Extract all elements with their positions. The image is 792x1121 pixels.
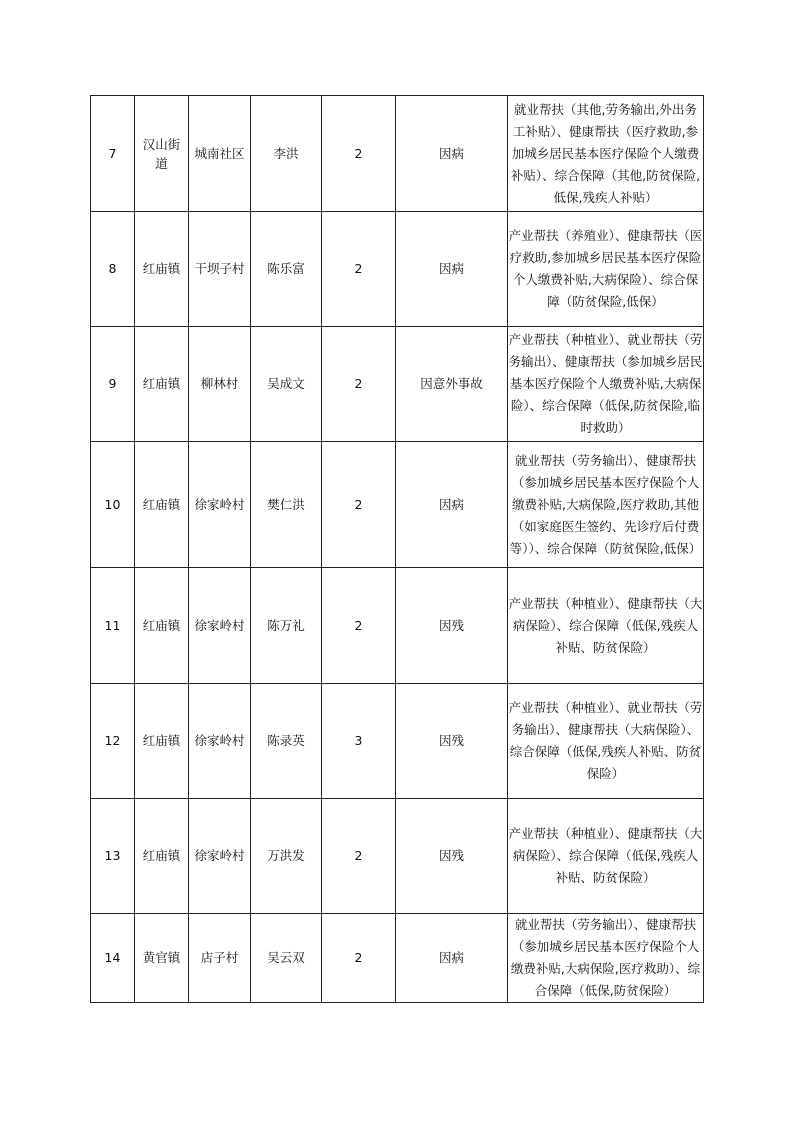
assistance-measures: 产业帮扶（种植业）、健康帮扶（大病保险）、综合保障（低保,残疾人补贴、防贫保险） xyxy=(508,799,704,914)
assistance-measures: 产业帮扶（种植业）、就业帮扶（劳务输出）、健康帮扶（大病保险）、综合保障（低保,残疾人补贴、防贫保险） xyxy=(508,684,704,799)
assistance-table xyxy=(90,95,704,1003)
village: 城南社区 xyxy=(189,96,251,212)
assistance-measures: 产业帮扶（养殖业）、健康帮扶（医疗救助,参加城乡居民基本医疗保险个人缴费补贴,大病保险）、综合保障（防贫保险,低保） xyxy=(508,212,704,327)
table-row xyxy=(91,799,704,914)
row-number: 7 xyxy=(91,96,135,212)
household-size: 2 xyxy=(322,568,396,684)
household-head: 李洪 xyxy=(251,96,322,212)
township: 红庙镇 xyxy=(135,212,189,327)
poverty-cause: 因病 xyxy=(396,212,508,327)
poverty-cause: 因病 xyxy=(396,442,508,568)
poverty-cause: 因残 xyxy=(396,799,508,914)
household-size: 2 xyxy=(322,799,396,914)
household-size: 2 xyxy=(322,442,396,568)
table-row xyxy=(91,327,704,442)
household-head: 樊仁洪 xyxy=(251,442,322,568)
row-number: 10 xyxy=(91,442,135,568)
village: 徐家岭村 xyxy=(189,799,251,914)
assistance-measures: 就业帮扶（劳务输出）、健康帮扶（参加城乡居民基本医疗保险个人缴费补贴,大病保险,医疗救助）、综合保障（低保,防贫保险） xyxy=(508,914,704,1003)
township: 汉山街道 xyxy=(135,96,189,212)
village: 店子村 xyxy=(189,914,251,1003)
township: 红庙镇 xyxy=(135,684,189,799)
poverty-cause: 因意外事故 xyxy=(396,327,508,442)
household-size: 2 xyxy=(322,327,396,442)
poverty-cause: 因残 xyxy=(396,684,508,799)
table-row xyxy=(91,96,704,212)
table-row xyxy=(91,212,704,327)
assistance-measures: 产业帮扶（种植业）、健康帮扶（大病保险）、综合保障（低保,残疾人补贴、防贫保险） xyxy=(508,568,704,684)
township: 红庙镇 xyxy=(135,568,189,684)
table-row xyxy=(91,914,704,1003)
row-number: 13 xyxy=(91,799,135,914)
row-number: 9 xyxy=(91,327,135,442)
row-number: 8 xyxy=(91,212,135,327)
poverty-cause: 因病 xyxy=(396,914,508,1003)
household-head: 陈乐富 xyxy=(251,212,322,327)
assistance-measures: 就业帮扶（其他,劳务输出,外出务工补贴）、健康帮扶（医疗救助,参加城乡居民基本医疗保险个人缴费补贴）、综合保障（其他,防贫保险,低保,残疾人补贴） xyxy=(508,96,704,212)
village: 柳林村 xyxy=(189,327,251,442)
poverty-cause: 因残 xyxy=(396,568,508,684)
household-size: 2 xyxy=(322,914,396,1003)
household-head: 陈录英 xyxy=(251,684,322,799)
table-row xyxy=(91,568,704,684)
household-head: 吴云双 xyxy=(251,914,322,1003)
township: 红庙镇 xyxy=(135,799,189,914)
township: 红庙镇 xyxy=(135,442,189,568)
assistance-measures: 产业帮扶（种植业）、就业帮扶（劳务输出）、健康帮扶（参加城乡居民基本医疗保险个人缴费补贴,大病保险）、综合保障（低保,防贫保险,临时救助） xyxy=(508,327,704,442)
table-row xyxy=(91,684,704,799)
household-size: 2 xyxy=(322,212,396,327)
township: 红庙镇 xyxy=(135,327,189,442)
household-head: 吴成文 xyxy=(251,327,322,442)
household-size: 2 xyxy=(322,96,396,212)
row-number: 11 xyxy=(91,568,135,684)
household-size: 3 xyxy=(322,684,396,799)
household-head: 陈万礼 xyxy=(251,568,322,684)
row-number: 14 xyxy=(91,914,135,1003)
village: 徐家岭村 xyxy=(189,568,251,684)
table-row xyxy=(91,442,704,568)
household-head: 万洪发 xyxy=(251,799,322,914)
assistance-measures: 就业帮扶（劳务输出）、健康帮扶（参加城乡居民基本医疗保险个人缴费补贴,大病保险,医疗救助,其他（如家庭医生签约、先诊疗后付费等））、综合保障（防贫保险,低保） xyxy=(508,442,704,568)
village: 徐家岭村 xyxy=(189,442,251,568)
township: 黄官镇 xyxy=(135,914,189,1003)
poverty-cause: 因病 xyxy=(396,96,508,212)
row-number: 12 xyxy=(91,684,135,799)
village: 徐家岭村 xyxy=(189,684,251,799)
village: 干坝子村 xyxy=(189,212,251,327)
